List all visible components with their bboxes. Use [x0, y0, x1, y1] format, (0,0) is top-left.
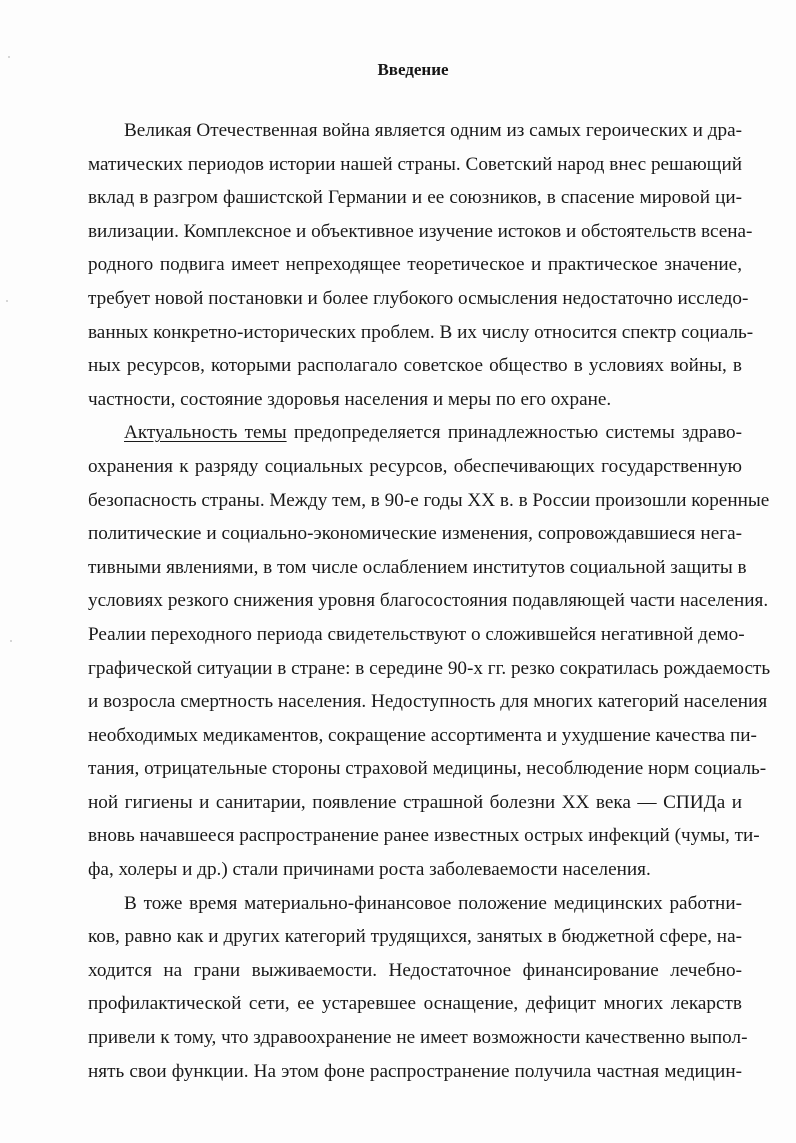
text-line: ных ресурсов, которыми располагало советское общество в условиях войны, в	[88, 355, 742, 377]
scan-speck	[8, 56, 10, 58]
text-line: родного подвига имеет непреходящее теоретическое и практическое значение,	[88, 254, 742, 276]
text-line: ванных конкретно-исторических проблем. В их числу относится спектр социаль-	[88, 321, 754, 343]
text-line: охранения к разряду социальных ресурсов, обеспечивающих государственную	[88, 455, 742, 477]
text-line: и возросла смертность населения. Недоступность для многих категорий населения	[88, 691, 768, 713]
text-line-rest: предопределяется принадлежностью системы здраво-	[286, 422, 742, 444]
text-line: необходимых медикаментов, сокращение ассортимента и ухудшение качества пи-	[88, 724, 757, 746]
text-line: привели к тому, что здравоохранение не имеет возможности качественно выпол-	[88, 1027, 748, 1049]
text-line: частности, состояние здоровья населения и меры по его охране.	[88, 388, 612, 410]
text-line: ной гигиены и санитарии, появление страшной болезни XX века — СПИДа и	[88, 791, 742, 813]
text-line: вновь начавшееся распространение ранее известных острых инфекций (чумы, ти-	[88, 825, 760, 847]
text-line: политические и социально-экономические изменения, сопровождавшиеся нега-	[88, 523, 742, 545]
term-relevance: Актуальность темы	[124, 422, 287, 444]
page-title: Введение	[377, 60, 449, 79]
text-line: фа, холеры и др.) стали причинами роста заболеваемости населения.	[88, 859, 651, 881]
body-text	[88, 114, 771, 1088]
text-line: тания, отрицательные стороны страховой медицины, несоблюдение норм социаль-	[88, 758, 767, 780]
text-line: безопасность страны. Между тем, в 90-е годы XX в. в России произошли коренные	[88, 489, 770, 511]
text-line: тивными явлениями, в том числе ослаблением институтов социальной защиты в	[88, 556, 747, 578]
text-line: Великая Отечественная война является одним из самых героических и дра-	[124, 120, 742, 141]
text-line: профилактической сети, ее устаревшее оснащение, дефицит многих лекарств	[88, 993, 742, 1015]
scan-speck	[10, 640, 12, 642]
text-line: ков, равно как и других категорий трудящихся, занятых в бюджетной сфере, на-	[88, 926, 742, 948]
text-line: ходится на грани выживаемости. Недостаточное финансирование лечебно-	[88, 959, 742, 981]
text-line: вклад в разгром фашистской Германии и ее союзников, в спасение мировой ци-	[88, 187, 742, 209]
text-line: В тоже время материально-финансовое положение медицинских работни-	[124, 892, 742, 914]
scan-speck	[6, 300, 8, 302]
text-line: графической ситуации в стране: в середине 90-х гг. резко сократилась рождаемость	[88, 657, 771, 679]
text-line	[88, 416, 742, 450]
text-line: Реалии переходного периода свидетельствуют о сложившейся негативной демо-	[88, 623, 745, 645]
text-line: нять свои функции. На этом фоне распространение получила частная медицин-	[88, 1060, 742, 1082]
text-line: вилизации. Комплексное и объективное изучение истоков и обстоятельств всена-	[88, 220, 753, 242]
text-line: условиях резкого снижения уровня благосостояния подавляющей части населения.	[88, 590, 769, 612]
text-line: требует новой постановки и более глубокого осмысления недостаточно исследо-	[88, 287, 749, 309]
text-line: матических периодов истории нашей страны. Советский народ внес решающий	[88, 153, 742, 175]
